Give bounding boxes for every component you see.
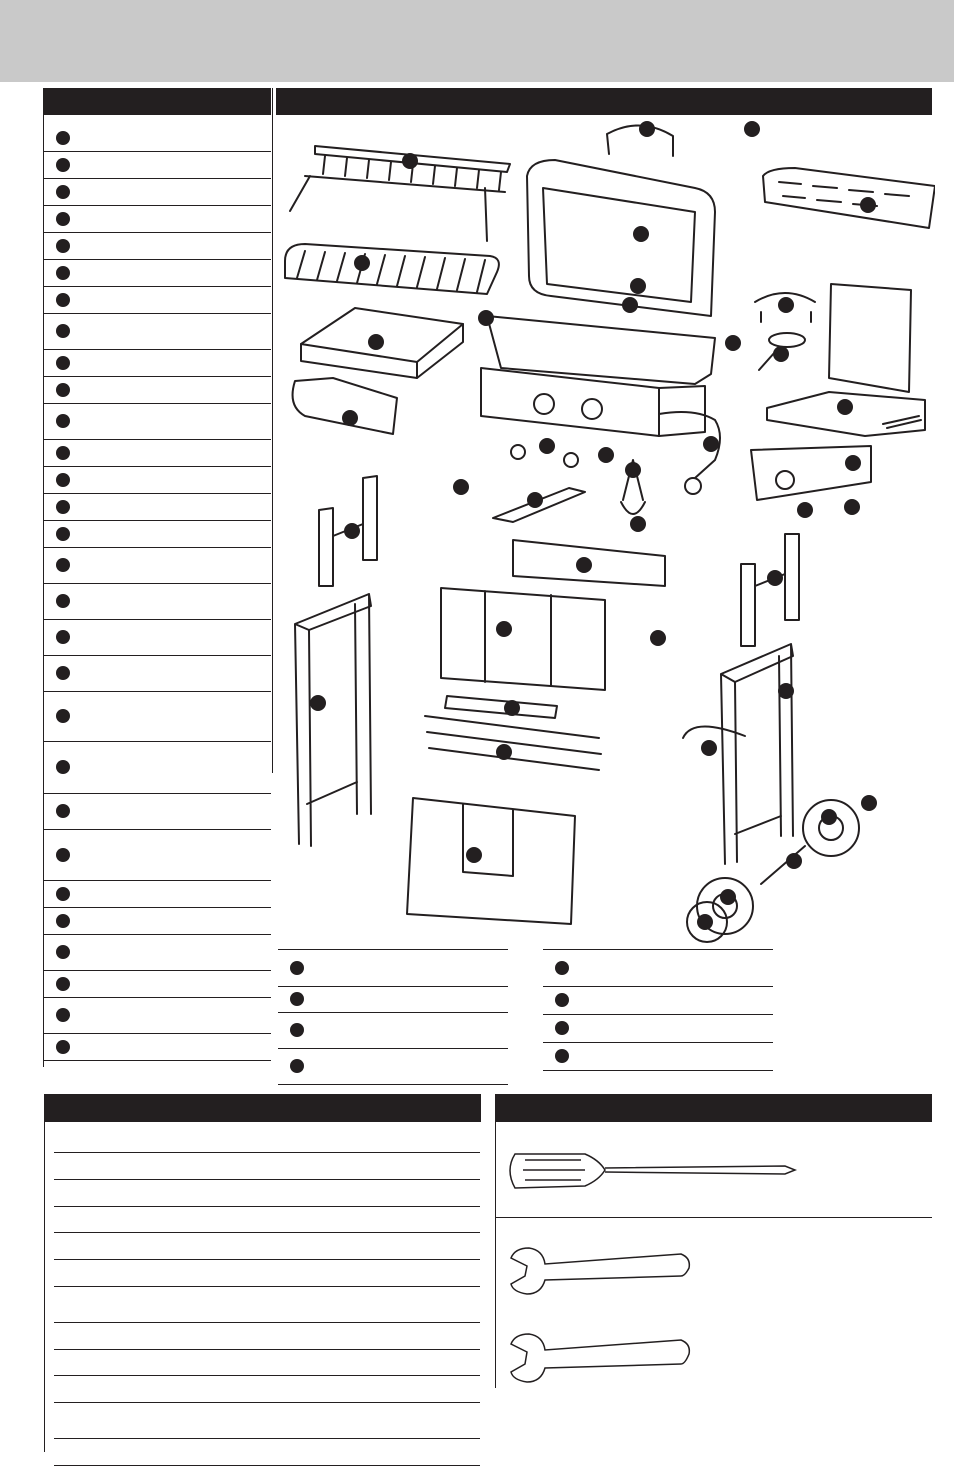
diagram-header bbox=[276, 88, 932, 115]
row-divider bbox=[44, 259, 271, 260]
part-number-bullet bbox=[56, 804, 70, 818]
part-number-bullet bbox=[555, 961, 569, 975]
row-divider bbox=[44, 349, 271, 350]
callout-marker bbox=[576, 557, 592, 573]
row-divider bbox=[543, 1042, 773, 1043]
row-divider bbox=[44, 151, 271, 152]
callout-marker bbox=[496, 621, 512, 637]
callout-marker bbox=[496, 744, 512, 760]
row-divider bbox=[44, 466, 271, 467]
row-divider bbox=[54, 1438, 480, 1439]
part-number-bullet bbox=[56, 414, 70, 428]
callout-marker bbox=[773, 346, 789, 362]
callout-marker bbox=[844, 499, 860, 515]
callout-marker bbox=[402, 153, 418, 169]
callout-marker bbox=[650, 630, 666, 646]
row-divider bbox=[44, 691, 271, 692]
row-divider bbox=[44, 232, 271, 233]
parts-list-divider bbox=[272, 88, 273, 773]
row-divider bbox=[44, 997, 271, 998]
row-divider bbox=[44, 376, 271, 377]
callout-marker bbox=[703, 436, 719, 452]
tools-header bbox=[495, 1094, 932, 1122]
row-divider bbox=[44, 493, 271, 494]
callout-marker bbox=[786, 853, 802, 869]
part-number-bullet bbox=[56, 558, 70, 572]
callout-marker bbox=[639, 121, 655, 137]
callout-marker bbox=[466, 847, 482, 863]
callout-marker bbox=[598, 447, 614, 463]
side-burner-knob bbox=[776, 471, 794, 489]
part-number-bullet bbox=[56, 709, 70, 723]
screwdriver-icon bbox=[505, 1140, 805, 1202]
part-number-bullet bbox=[56, 266, 70, 280]
right-legs bbox=[683, 534, 799, 864]
callout-marker bbox=[527, 492, 543, 508]
row-divider bbox=[543, 986, 773, 987]
firebox bbox=[481, 316, 715, 436]
row-divider bbox=[54, 1286, 480, 1287]
row-divider bbox=[54, 1465, 480, 1466]
row-divider bbox=[44, 178, 271, 179]
row-divider bbox=[543, 1070, 773, 1071]
control-knob bbox=[564, 453, 578, 467]
part-number-bullet bbox=[56, 527, 70, 541]
part-number-bullet bbox=[56, 666, 70, 680]
part-number-bullet bbox=[56, 158, 70, 172]
part-number-bullet bbox=[56, 914, 70, 928]
row-divider bbox=[44, 619, 271, 620]
callout-marker bbox=[701, 740, 717, 756]
row-divider bbox=[44, 970, 271, 971]
callout-marker bbox=[821, 809, 837, 825]
wrench-icon bbox=[505, 1244, 695, 1298]
row-divider bbox=[44, 655, 271, 656]
part-number-bullet bbox=[56, 1008, 70, 1022]
callout-marker bbox=[778, 297, 794, 313]
bottom-bar bbox=[445, 696, 557, 718]
row-divider bbox=[54, 1232, 480, 1233]
callout-marker bbox=[797, 502, 813, 518]
callout-marker bbox=[344, 523, 360, 539]
cabinet-handle bbox=[425, 716, 601, 770]
wrench-icon bbox=[505, 1330, 695, 1386]
callout-marker bbox=[845, 455, 861, 471]
row-divider bbox=[278, 1048, 508, 1049]
hardware-list-left-border bbox=[44, 1122, 45, 1452]
part-number-bullet bbox=[555, 1021, 569, 1035]
row-divider bbox=[44, 741, 271, 742]
row-divider bbox=[44, 403, 271, 404]
callout-marker bbox=[622, 297, 638, 313]
part-number-bullet bbox=[56, 383, 70, 397]
callout-marker bbox=[860, 197, 876, 213]
part-number-bullet bbox=[56, 1040, 70, 1054]
row-divider bbox=[44, 880, 271, 881]
row-divider bbox=[44, 793, 271, 794]
row-divider bbox=[543, 949, 773, 950]
row-divider bbox=[44, 313, 271, 314]
part-number-bullet bbox=[56, 324, 70, 338]
row-divider bbox=[278, 1084, 508, 1085]
part-number-bullet bbox=[56, 977, 70, 991]
parts-list-header bbox=[43, 88, 271, 115]
part-number-bullet bbox=[56, 356, 70, 370]
callout-marker bbox=[861, 795, 877, 811]
row-divider bbox=[44, 1033, 271, 1034]
part-number-bullet bbox=[56, 630, 70, 644]
part-number-bullet bbox=[290, 1023, 304, 1037]
row-divider bbox=[54, 1179, 480, 1180]
callout-marker bbox=[633, 226, 649, 242]
callout-marker bbox=[504, 700, 520, 716]
part-number-bullet bbox=[56, 131, 70, 145]
parts-list-left-border bbox=[43, 115, 44, 1067]
hardware-list-header bbox=[44, 1094, 481, 1122]
callout-marker bbox=[720, 889, 736, 905]
tools-left-border bbox=[495, 1122, 496, 1388]
left-legs bbox=[295, 476, 377, 846]
bottom-shelf bbox=[407, 798, 575, 924]
callout-marker bbox=[368, 334, 384, 350]
callout-marker bbox=[310, 695, 326, 711]
part-number-bullet bbox=[56, 185, 70, 199]
part-number-bullet bbox=[56, 239, 70, 253]
part-number-bullet bbox=[56, 473, 70, 487]
callout-marker bbox=[778, 683, 794, 699]
row-divider bbox=[54, 1402, 480, 1403]
callout-marker bbox=[697, 914, 713, 930]
callout-marker bbox=[539, 438, 555, 454]
row-divider bbox=[44, 829, 271, 830]
callout-marker bbox=[453, 479, 469, 495]
part-number-bullet bbox=[290, 992, 304, 1006]
row-divider bbox=[54, 1375, 480, 1376]
row-divider bbox=[278, 1012, 508, 1013]
callout-marker bbox=[342, 410, 358, 426]
row-divider bbox=[44, 286, 271, 287]
callout-marker bbox=[625, 462, 641, 478]
callout-marker bbox=[767, 570, 783, 586]
row-divider bbox=[54, 1259, 480, 1260]
callout-marker bbox=[744, 121, 760, 137]
control-knob bbox=[511, 445, 525, 459]
flavorizer-bar bbox=[763, 168, 935, 228]
part-number-bullet bbox=[56, 500, 70, 514]
row-divider bbox=[278, 949, 508, 950]
row-divider bbox=[54, 1349, 480, 1350]
row-divider bbox=[44, 1060, 271, 1061]
row-divider bbox=[44, 583, 271, 584]
top-banner bbox=[0, 0, 954, 82]
callout-marker bbox=[354, 255, 370, 271]
row-divider bbox=[44, 520, 271, 521]
row-divider bbox=[278, 986, 508, 987]
row-divider bbox=[44, 205, 271, 206]
part-number-bullet bbox=[56, 945, 70, 959]
part-number-bullet bbox=[56, 848, 70, 862]
part-number-bullet bbox=[290, 1059, 304, 1073]
part-number-bullet bbox=[56, 212, 70, 226]
part-number-bullet bbox=[56, 887, 70, 901]
part-number-bullet bbox=[555, 1049, 569, 1063]
callout-marker bbox=[837, 399, 853, 415]
tools-divider bbox=[495, 1217, 932, 1218]
cabinet-panel bbox=[441, 588, 605, 690]
cooking-grate bbox=[285, 244, 499, 294]
part-number-bullet bbox=[56, 446, 70, 460]
grill-lid bbox=[527, 160, 715, 316]
exploded-gas-grill-diagram bbox=[275, 116, 935, 946]
row-divider bbox=[54, 1322, 480, 1323]
part-number-bullet bbox=[555, 993, 569, 1007]
callout-marker bbox=[725, 335, 741, 351]
row-divider bbox=[44, 439, 271, 440]
part-number-bullet bbox=[56, 594, 70, 608]
left-side-shelf bbox=[293, 308, 463, 434]
callout-marker bbox=[630, 278, 646, 294]
part-number-bullet bbox=[290, 961, 304, 975]
row-divider bbox=[44, 934, 271, 935]
row-divider bbox=[44, 907, 271, 908]
row-divider bbox=[44, 547, 271, 548]
row-divider bbox=[54, 1152, 480, 1153]
warming-rack bbox=[290, 146, 510, 241]
row-divider bbox=[54, 1206, 480, 1207]
callout-marker bbox=[478, 310, 494, 326]
part-number-bullet bbox=[56, 760, 70, 774]
callout-marker bbox=[630, 516, 646, 532]
row-divider bbox=[543, 1014, 773, 1015]
part-number-bullet bbox=[56, 293, 70, 307]
